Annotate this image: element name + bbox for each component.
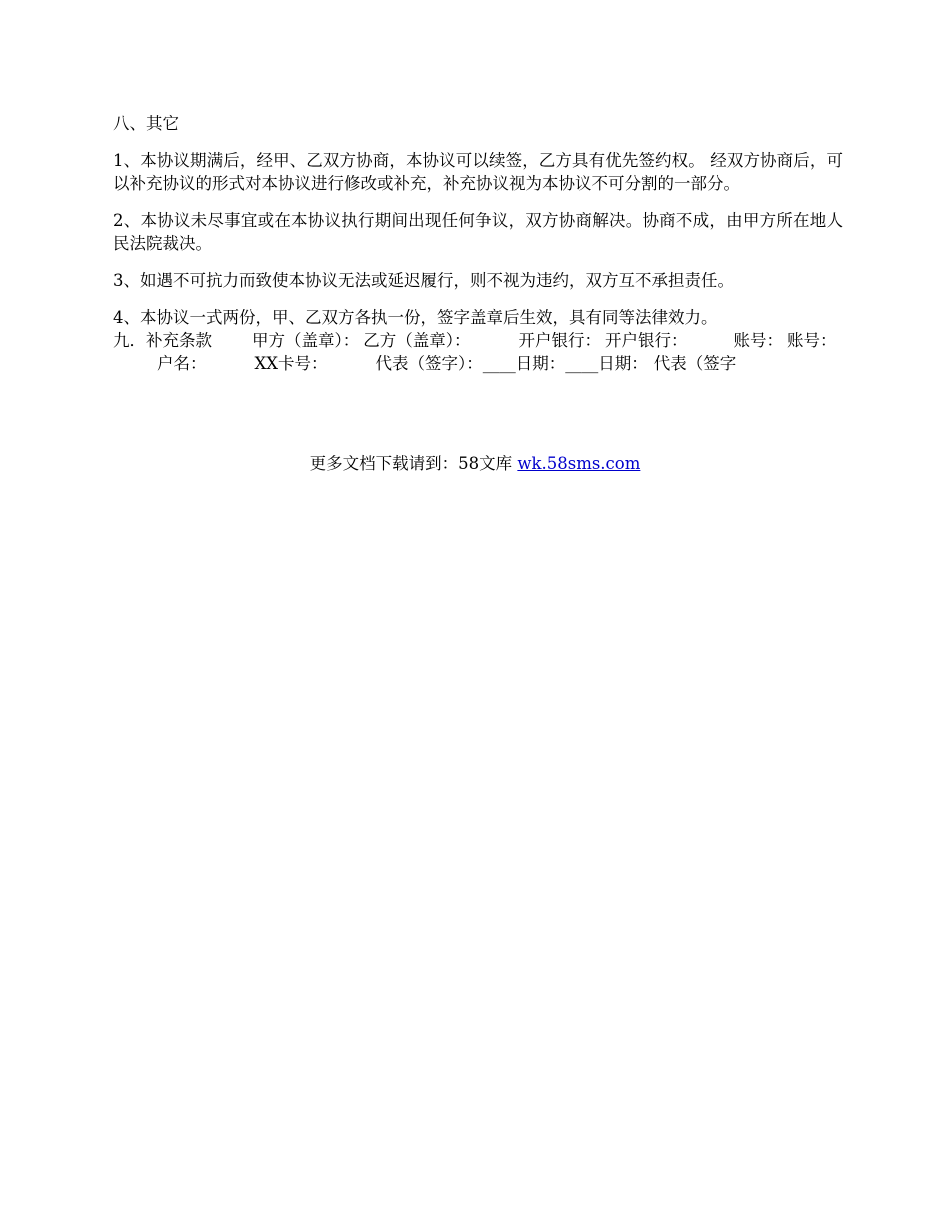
clause-paragraph-1: 1、本协议期满后，经甲、乙双方协商，本协议可以续签，乙方具有优先签约权。 经双方协商后，可以补充协议的形式对本协议进行修改或补充，补充协议视为本协议不可分割的一部分。 [113, 151, 843, 193]
signature-block [113, 329, 843, 375]
section-heading: 八、其它 [113, 114, 179, 133]
clause-paragraph-2: 2、本协议未尽事宜或在本协议执行期间出现任何争议，双方协商解决。协商不成，由甲方所在地人民法院裁决。 [113, 211, 843, 253]
party-b-bank-label: 开户银行： [605, 331, 688, 350]
card-number-label: XX卡号： [254, 354, 328, 373]
party-a-seal-label: 甲方（盖章）： [252, 331, 360, 350]
party-a-account-label: 账号： [733, 331, 783, 350]
account-name-label: 户名： [157, 354, 207, 373]
party-b-seal-label: 乙方（盖章）： [363, 331, 471, 350]
footer-text: 更多文档下载请到：58文库 [309, 454, 518, 473]
representative-signature-label: 代表（签字 [653, 354, 737, 373]
representative-date-label: 代表（签字）：____日期：____日期： [375, 354, 648, 373]
footer-link[interactable]: wk.58sms.com [517, 454, 641, 473]
download-footer [0, 452, 950, 475]
document-body [113, 112, 843, 375]
clause-paragraph-4: 4、本协议一式两份，甲、乙双方各执一份，签字盖章后生效，具有同等法律效力。 [113, 308, 718, 327]
party-a-bank-label: 开户银行： [518, 331, 601, 350]
supplementary-terms-label: 九．补充条款 [113, 331, 212, 350]
clause-paragraph-3: 3、如遇不可抗力而致使本协议无法或延迟履行，则不视为违约，双方互不承担责任。 [113, 271, 734, 290]
party-b-account-label: 账号： [787, 331, 837, 350]
